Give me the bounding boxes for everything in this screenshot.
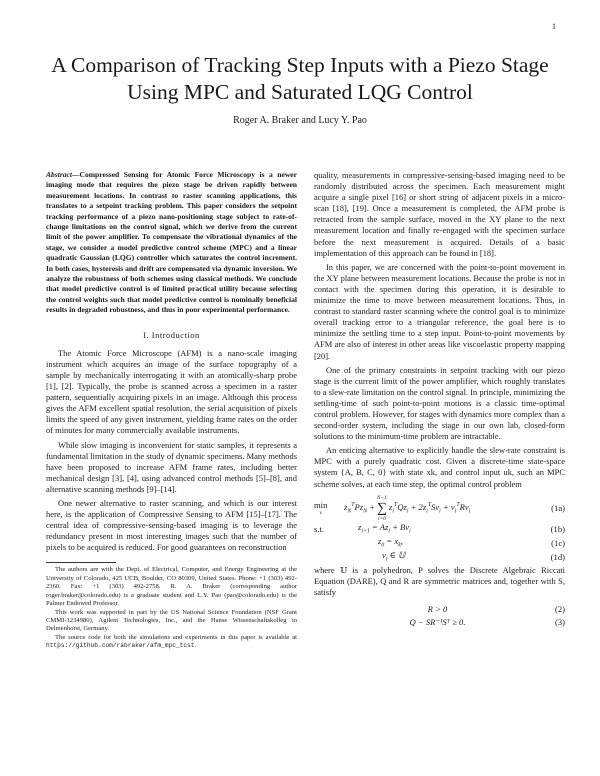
footnote-funding: This work was supported in part by the US National Science Foundation (NSF Grant CMMI-1234980), Agilent Technologies, Inc., and the Hanse Wissenschaftskolleg in Delmenhorst, Germany. — [46, 608, 297, 633]
optimization-problem — [314, 495, 565, 565]
equation-3: Q − SR⁻¹Sᵀ ≥ 0. (3) — [409, 616, 565, 627]
footnotes — [46, 566, 297, 650]
section-heading-introduction: I. Introduction — [143, 329, 200, 340]
stage-cost: $z_i^TQz_i + 2z_i^TSv_i + v_i^TRv_i$ — [389, 501, 471, 515]
body-paragraph-2: In this paper, we are concerned with the point-to-point movement in the XY plane between measurement locations. Because the probe is not in contact with the specimen during this operation, it is desirable to minimize the time to move between measurement locations. Thus, in contrast to standard raster scanning where the control goal is to minimize overall tracking error to a triangular reference, the goal here is to minimize the settling time to a step input. Point-to-point movements by AFM are also of interest in other areas like viscoelastic property mapping [20]. — [314, 261, 565, 361]
body-paragraph-1: quality, measurements in compressive-sensing-based imaging need to be randomly distributed across the specimen. Each measurement might acquire a single pixel [16] or short string of adjacent pixels in a micro-scan [18], [19]. Once a measurement is completed, the AFM probe is retracted from the sample surface, moved in the XY plane to the next measurement location and finally re-engaged with the specimen surface before the next measurement is acquired. Details of a basic implementation of this approach can be found in [18]. — [314, 170, 565, 258]
footnote-source-prefix: The source code for both the simulations and experiments in this paper is available at — [55, 633, 297, 641]
equation-1c: $z_0 = x_k$, (1c) — [378, 535, 565, 549]
equation-tag: (1c) — [551, 538, 565, 549]
equation-1d: $v_i$ ∈ 𝕌 (1d) — [382, 549, 565, 563]
equation-tag: (1d) — [550, 552, 565, 563]
source-code-link[interactable]: https://github.com/rabraker/afm_mpc_tcst — [46, 642, 195, 650]
footnote-source-code: The source code for both the simulations and experiments in this paper is available at https://github.com/rabraker/afm_mpc_tcst. — [46, 633, 297, 650]
left-column — [46, 170, 297, 651]
authors: Roger A. Braker and Lucy Y. Pao — [233, 115, 367, 126]
summation-icon: N−1 ∑ i=0 — [376, 494, 388, 522]
intro-paragraph-2: While slow imaging is inconvenient for static samples, it represents a fundamental limitation in the study of dynamic specimens. Many methods have been proposed to increase AFM frame rates, including better mechanical design [3], [4], using advanced control methods [5]–[8], and alternative scanning methods [9]–[14]. — [46, 439, 297, 494]
equation-2: R > 0 (2) — [427, 603, 565, 614]
right-column — [314, 170, 565, 629]
min-operator: min v — [314, 500, 328, 517]
footnote-affiliation: The authors are with the Dept. of Electrical, Computer, and Energy Engineering at the University of Colorado, 425 UCB, Boulder, CO 80309, United States. Phone: +1 (303) 492-2360. Fax: +1 (303) 492-2758. R. A. Braker (corresponding author roger.braker@colorado.edu) is a graduate student and L.Y. Pao (pao@colorado.edu) is the Palmer Endowed Professor. — [46, 566, 297, 608]
equation-tag: (2) — [554, 603, 565, 614]
body-paragraph-3: One of the primary constraints in setpoint tracking with our piezo stage is the current limit of the power amplifier, which roughly translates to a slew-rate limitation on the control signal. In principle, minimizing the settling-time of such point-to-point motions is a classic time-optimal control problem. However, for stages with dynamics more complex than a second-order system, including the stage in our own lab, closed-form solutions to the minimum-time problem are intractable. — [314, 364, 565, 442]
footnote-divider — [46, 562, 116, 563]
equation-1b: s.t. $z_{i+1} = Az_i + Bv_i$ (1b) — [314, 521, 565, 535]
terminal-cost: $z_N^TPz_N$ + — [344, 501, 375, 515]
abstract-text: —Compressed Sensing for Atomic Force Microscopy is a newer imaging mode that requires the piezo stage be driven rapidly between measurement locations. In contrast to raster scanning applications, this translates to a setpoint tracking problem. This paper considers the setpoint tracking performance of a piezo nano-positioning stage subject to rate-of-change limitations on the control signal, which we derive from the current limit of the power amplifier. To compensate the vibrational dynamics of the stage, we consider a model predictive control scheme (MPC) and a linear quadratic Gaussian (LQG) controller which saturates the control increment. In both cases, hysteresis and drift are compensated via dynamic inversion. We analyze the robustness of both schemes using classical methods. We conclude that model predictive control is of limited practical utility because selecting the control weights such that model predictive control is nominally beneficial results in degraded robustness, and thus in poor experimental performance. — [46, 170, 297, 315]
abstract-label: Abstract — [46, 170, 72, 179]
equation-tag: (1a) — [551, 503, 565, 514]
page-number: 1 — [552, 22, 556, 31]
body-paragraph-4: An enticing alternative to explicitly handle the slew-rate constraint is MPC with a purely quadratic cost. Given a discrete-time state-space system {A, B, C, 0} with state xk, and control input uk, such an MPC scheme solves, at each time step, the optimal control problem — [314, 445, 565, 489]
equation-tag: (3) — [554, 616, 565, 627]
weight-conditions — [314, 603, 565, 629]
abstract — [46, 170, 297, 316]
equation-tag: (1b) — [550, 524, 565, 535]
intro-paragraph-3: One newer alternative to raster scanning, and which is our interest here, is the application of Compressive Sensing to AFM [15]–[17]. The central idea of compressive-sensing-based imaging is to leverage the redundancy present in most interesting images such that the number of pixels to be acquired is reduced. For good guarantees on reconstruction — [46, 498, 297, 553]
paper-title: A Comparison of Tracking Step Inputs with a Piezo Stage Using MPC and Saturated LQG Control — [51, 53, 549, 104]
equation-1a — [314, 495, 565, 523]
subject-to-label: s.t. — [314, 524, 325, 535]
body-paragraph-5: where 𝕌 is a polyhedron, P solves the Discrete Algebraic Riccati Equation (DARE), Q and R are symmetric matrices and, together with S, satisfy — [314, 564, 565, 597]
intro-paragraph-1: The Atomic Force Microscope (AFM) is a nano-scale imaging instrument which acquires an image of the surface topography of a sample by mechanically interrogating it with an atomically-sharp probe [1], [2]. Typically, the probe is scanned across a specimen in a raster pattern, sequentially acquiring pixels in an image. Although this process gives the AFM excellent spatial resolution, the serial acquisition of pixels limits the speed of any given instrument, yielding frame rates on the order of minutes for many commercially available instruments. — [46, 347, 297, 436]
